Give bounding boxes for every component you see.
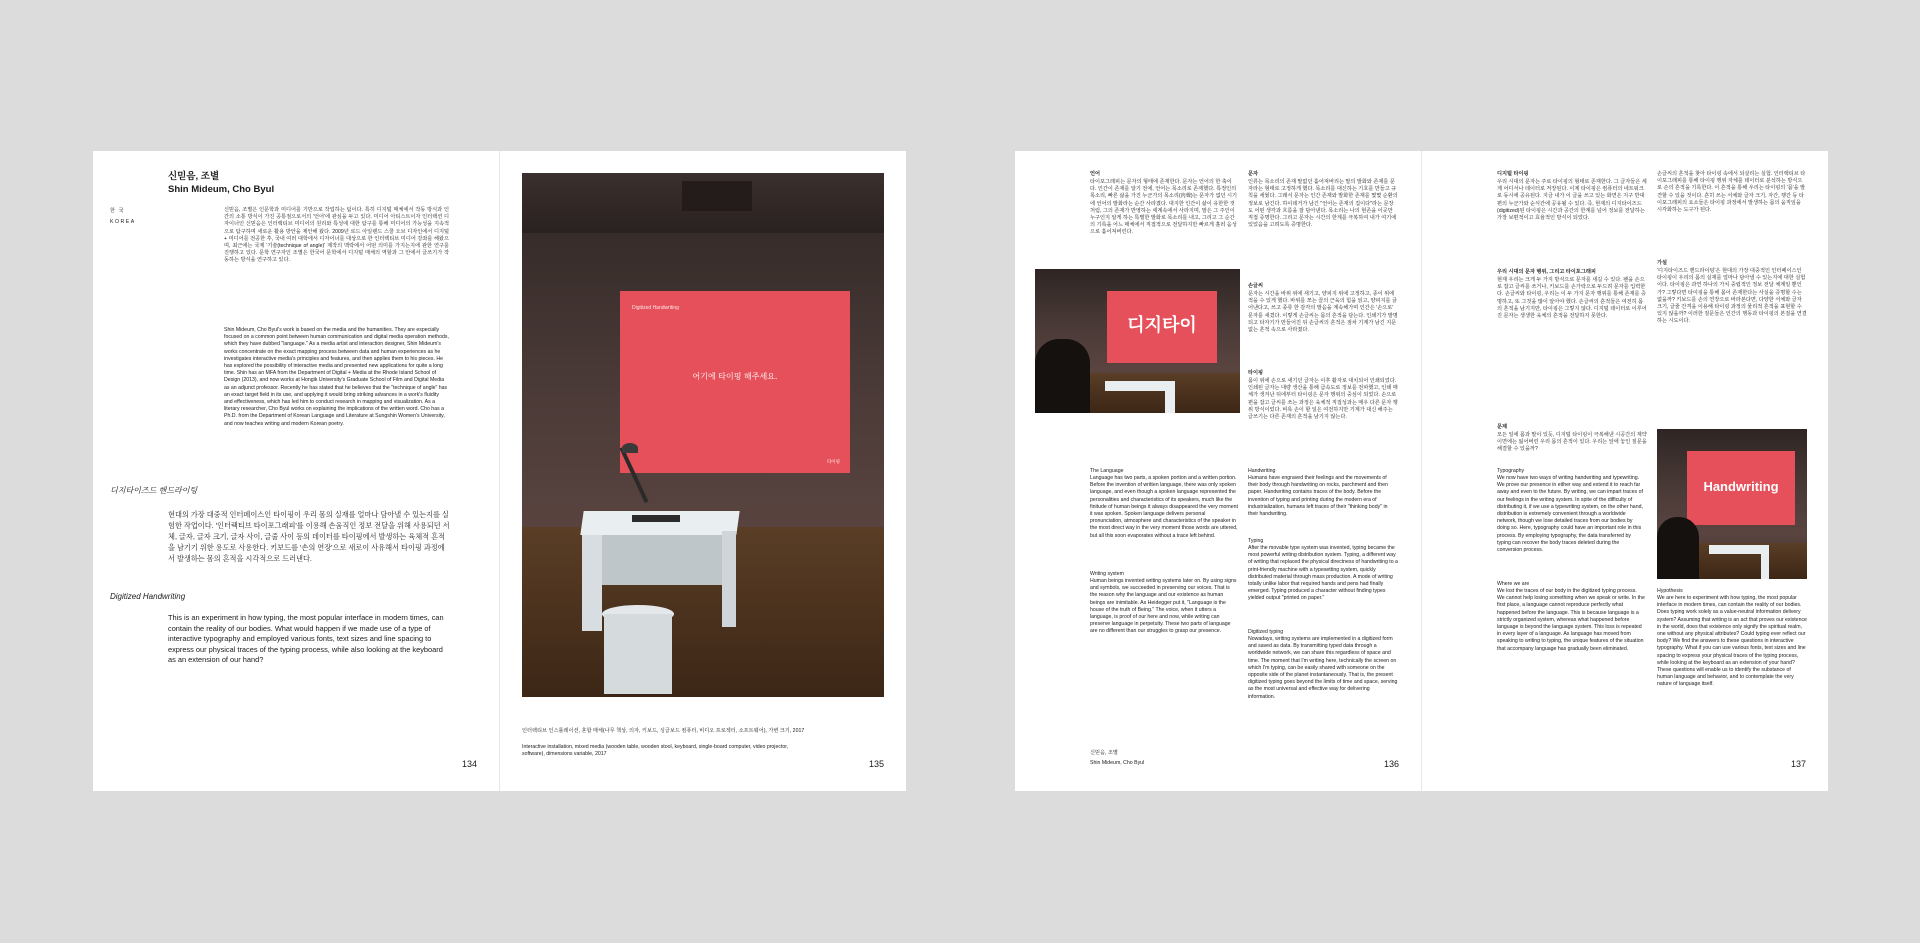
col2-ko-heading2: 손글씨 [1248, 283, 1264, 289]
col2-en-body2: After the movable type system was invented, typing became the most powerful writing distribution system. Typing, a different way of writing that replaced the physical directness of handwriting to a print-friendly machine with a typesetting system, quickly distributed material through mass production. A mode of writing totally unlike labor that required hands and pens had finally emerged. Typing produced a character without finding types yielded output "printed on paper." [1248, 545, 1398, 602]
col1-en-heading2: Where we are [1497, 581, 1530, 587]
col1-ko-body: 타이포그래피는 문자의 형태에 존재한다. 문자는 언어의 한 축이다. 인간이 존재를 알기 전에, 언어는 목소리로 존재했다. 특정인의 목소리, 빠른 삶을 가진 누군가의 목소리(肉聲)는 문자가 없던 시기에 언어의 발화라는 순간 사라졌다. 대지한 인간이 삶이 유한한 것처럼, 그의 존재가 반영하는 세계속에서 사라지며, 말은 그 주인이 누구인지 알게 하는 특별한 발화로 목소리를 내고, 그리고 그 순간의 기록을 어느 매체에서 직접적으로 전달하지만 빠르게 흘러 음성으로 흩어져버린다. [1090, 179, 1238, 236]
installation-photo-137 [1657, 429, 1807, 579]
visitor-silhouette [1035, 339, 1090, 413]
page-number: 137 [1790, 759, 1806, 769]
section-heading-en: Digitized Handwriting [110, 592, 186, 601]
col1-en-heading2: Writing system [1090, 571, 1124, 577]
col2-ko-heading2: 가설 [1657, 260, 1668, 266]
section-heading-ko: 디지타이즈드 핸드라이팅 [110, 486, 198, 495]
col2-en-body1: Humans have engraved their feelings and the movements of their body through handwriting on rocks, parchment and then paper. Handwriting contains traces of the body. Before the invention of typing and printing during the modern era of industrialization, humans left traces of their "thinking body" in their handwriting. [1248, 475, 1388, 518]
bio-en: Shin Mideum, Cho Byul's work is based on the media and the humanities. They are especially focused on a common point between human communication and digital media operation methods, which they have dubbed "language." As a media artist and interaction designer, Shin Mideum's works concentrate on the exact mapping process between data and human experiences as he investigates interactive media's principles and features, and then applies them to his pieces. He has explored the possibility of interactive media and presented new applications for quite a long time. Shin has an MFA from the Department of Digital + Media at the Rhode Island School of Design (2013), and now works at Hongik University's Graduate School of Film and Digital Media as an adjunct professor. Recently he has stated that he believes that the "technique of angle" has an exact target field in its use, and applying it would bring striking advances in a work's fluidity and effectiveness, which has led him to conduct research in mapping and visualization. As a literary researcher, Cho Byul works on explaining the implications of the written word. Cho has a Ph.D. from the Department of Korean Language and Literature at Sungshin Women's University, and now teaches writing and modern Korean poetry. [224, 327, 449, 427]
screen-corner-label: Digitized Handwriting [632, 305, 679, 311]
projection-screen-137 [1687, 451, 1795, 525]
col1-ko-heading1: 디지털 타이핑 [1497, 171, 1529, 177]
section-body-en: This is an experiment in how typing, the most popular interface in modern times, can contain the reality of our bodies. What would happen if we made use of a type of interactive typography and employed various fonts, text sizes and line spacing to express our physical traces of the typing process, while also looking at the keyboard as an extension of our hand? [168, 613, 444, 664]
col2-en-heading3: Digitized typing [1248, 629, 1284, 635]
page-134 [93, 151, 499, 791]
page-number: 136 [1383, 759, 1399, 769]
photo-screen-text-136: 디지타이 [1127, 315, 1197, 335]
projection-screen [620, 291, 850, 473]
col1-ko-heading: 언어 [1090, 171, 1101, 177]
page-number: 135 [868, 759, 884, 769]
installation-photo-136 [1035, 269, 1240, 413]
col2-ko-heading1: 문자 [1248, 171, 1259, 177]
projection-screen-136 [1107, 291, 1217, 363]
col1-en-body2: Human beings invented writing systems later on. By using signs and symbols, we succeeded in preserving our voices. That is the reason why the language and our existence as human beings are inimitable. As Heidegger put it, "Language is the house of the truth of Being." The voice, when it utters a language, is proof of our here and now, while writing can preserve language in perpetuity. These two parts of language are no different than our struggles to grasp our presence. [1090, 578, 1237, 635]
col1-ko-body3: 모든 일에 몸과 말이 있듯, 디지털 타이핑이 극복해낸 시공간의 제약 이면에는 잃어버린 우리 몸의 흔적이 있다. 우리는 앞에 놓인 질문을 해결할 수 있을까? [1497, 432, 1647, 453]
col2-ko-body1: 손글씨의 흔적을 찾아 타이핑 속에서 되살리는 실험. 인터랙티브 타이포그래피를 통해 타이핑 행위 자체를 데이터로 분석하는 방식으로 손의 흔적을 기록한다. 이 흔적을 통해 우리는 타이핑의 '몸'을 발견할 수 있을 것이다. 흔히 쓰는 서체와 글자 크기, 자간, 행간 등 타이포그래피의 요소들은 타이핑 과정에서 발생하는 몸의 움직임을 시각화하는 도구가 된다. [1657, 171, 1806, 214]
screen-small-tag: 타이핑 [826, 459, 840, 464]
authors-en: Shin Mideum, Cho Byul [168, 184, 275, 195]
col2-ko-body2: '디지타이즈드 핸드라이팅'은 현대의 가장 대중적인 인터페이스인 타이핑이 우리의 몸의 실재를 얼마나 담아낼 수 있는지에 대한 실험이다. 타이핑은 과연 하나의 가치 중립적인 정보 전달 체계일 뿐인가? 그렇다면 타이핑을 통해 몸이 존재한다는 사실을 증명할 수는 없을까? 키보드를 손의 연장으로 바라본다면, 다양한 서체와 글자 크기, 글줄 간격을 이용해 타이핑 과정의 물리적 흔적을 표현할 수 있지 않을까? 이러한 질문들은 인간의 행동과 타이핑의 본질을 연결하는 시도이다. [1657, 268, 1807, 325]
keyboard [632, 515, 680, 522]
col2-en-heading1: Hypothesis [1657, 588, 1683, 594]
bio-ko: 신믿음, 조별은 인문학과 미디어를 기반으로 작업하는 팀이다. 특히 디지털 매체에서 작동 방식과 인간의 소통 방식이 가진 공통점으로서의 '언어'에 관심을 두고 있다. 미디어 아티스트이자 인터랙션 디자이너인 신믿음은 인터랙티브 미디어의 원리와 특성에 대한 탐구를 통해 미디어의 가능성을 지속적으로 탐구하며 새로운 활용 방안을 제안해 왔다. 2009년 로드 아일랜드 스쿨 오브 디자인에서 디지털 + 미디어를 전공한 후, 국내 여러 대학에서 디자이너를 대상으로 한 인터랙티브 미디어 강좌를 해왔으며, 최근에는 국제 '기술(technique of angle)' 제작의 맥락에서 어떤 의미를 가지는지에 관한 연구를 진행하고 있다. 문학 연구자인 조별은 한국어 문학에서 디지털 매체의 역할과 그 안에서 글쓰기가 작동하는 방식을 연구하고 있다. [224, 207, 449, 264]
col1-en-heading1: Typography [1497, 468, 1525, 474]
col2-ko-body1: 인류는 목소리의 존재 말없던 흩어져버리는 말의 발화와 존재를 문자라는 형태로 고정하게 했다. 목소리를 대신하는 기호를 만들고 규칙을 세웠다. 그래서 문자는 인간 존재와 발화한 존재를 몇몇 순환의 정보로 남긴다. 하이데거가 남긴 "언어는 존재의 집이다"라는 문장도 어떤 생각과 흐름을 잘 담아낸다. 목소리는 나의 현존을 이곳만 직접 증명한다. 그리고 문자는 시간의 한계를 극복하여 내가 여기에 있었음을 고려도록 증명한다. [1248, 179, 1398, 229]
col2-en-heading2: Typing [1248, 538, 1264, 544]
photo-screen-text-137: Handwriting [1703, 479, 1779, 494]
installation-photo [522, 173, 884, 697]
lamp-head [622, 443, 638, 453]
col1-ko-heading2: 우리 시대의 문자 행위, 그리고 타이포그래피 [1497, 269, 1596, 275]
page-number: 134 [461, 759, 477, 769]
page-136 [1015, 151, 1421, 791]
footer-authors-ko: 신믿음, 조별 [1090, 750, 1118, 756]
screen-text: 어기에 타이핑 해주세요. [692, 372, 778, 381]
footer-authors-en: Shin Mideum, Cho Byul [1090, 760, 1145, 766]
col2-en-body1: We are here to experiment with how typing, the most popular interface in modern times, can contain the reality of our bodies. Does typing work solely as a value-neutral information delivery system? Assuming that writing is an act that proves our existence in the world, does that existence only signify the spiritual realm, one without any physical attributes? Could typing ever reflect our body? We find the answers to these questions in interactive typography. What if you can use various fonts, text sizes and line spacing to express your physical traces of the typing process, while looking at the keyboard as an extension of your hand? These questions will enable us to identify the substance of human language and behavior, and to contemplate the very nature of language itself. [1657, 595, 1807, 688]
page-135 [500, 151, 906, 791]
caption-ko: 인터랙티브 인스톨레이션, 혼합 매체(나무 책상, 의자, 키보드, 싱글보드 컴퓨터, 비디오 프로젝터, 소프트웨어), 가변 크기, 2017 [522, 728, 805, 734]
country-ko: 한 국 [110, 208, 125, 214]
authors-ko: 신믿음, 조별 [168, 171, 220, 182]
col2-ko-body2: 문자는 시간을 바위 위에 새기고, 양피지 위에 고정하고, 종이 위에 적을 수 있게 했다. 바위를 쪼는 끌의 근육의 힘을 읽고, 양피지를 긁어낸다고, 쓰고 종류 한 감각의 발음을 계속해가며 인간은 '손으로' 문자를 새겼다. 이렇게 손글씨는 몸의 흔적을 담는다. 인쇄기가 발명되고 타자기가 만들어진 뒤 손글씨의 흔적은 점차 기계가 남긴 지문 없는 흔적 속으로 사라졌다. [1248, 291, 1398, 334]
page-137 [1422, 151, 1828, 791]
section-body-ko: 현대의 가장 대중적 인터페이스인 타이핑이 우리 몸의 실재를 얼마나 담아낼 수 있는지를 실험한 작업이다. '인터랙티브 타이포그래피'를 이용해 손움직인 정보 전달을 위해 사용되던 서체, 글자, 글자 크기, 글자 사이, 글줄 사이 등의 데이터를 타이핑에서 발생하는 육체적 흔적을 남기기 위한 용도로 사용한다. 키보드를 '손의 연장'으로 새로이 사유해서 타이핑 과정에서 발생하는 몸의 흔적을 시각적으로 드러낸다. [168, 510, 450, 563]
caption-en: Interactive installation, mixed media (wooden table, wooden stool, keyboard, single-board computer, video projector, software), dimensions variable, 2017 [522, 744, 789, 758]
col1-ko-heading3: 문제 [1497, 424, 1508, 430]
col1-ko-body1: 우리 시대의 문자는 주로 타이핑의 형태로 존재한다. 그 글자들은 세계 어디서나 데이터로 저장된다. 이제 타이핑은 컴퓨터의 네트워크로 동시에 공유된다. 지금 내가 이 글을 쓰고 있는 화면은 지구 반대편의 누군가와 순식간에 공유될 수 있다. 즉, 현재의 디지타이즈드(digitized)된 타이핑은 시간과 공간의 한계를 넘어 정보를 전달하는 가장 보편적이고 효율적인 방식이 되었다. [1497, 179, 1647, 222]
country-en: KOREA [110, 219, 136, 225]
stool-body [604, 614, 672, 694]
col2-ko-heading3: 타이핑 [1248, 370, 1264, 376]
col2-en-heading1: Handwriting [1248, 468, 1276, 474]
col1-en-body1: We now have two ways of writing handwriting and typewriting. We prove our presence in either way and extend it to reach far away and even to the future. By writing, we can impart traces of our feelings in the writing system. In spite of the difficulty of distributing it, if we use a typewriting system, on the other hand, distribution is extremely convenient through a worldwide network, though we lose detailed traces from our bodies by doing so. Here, typography could have an important role in this process. By employing typography, the data transferred by typing can recover the body traces deleted during the conversion process. [1497, 475, 1643, 554]
col1-en-body: Language has two parts, a spoken portion and a written portion. Before the invention of written language, there was only spoken language, and even though a spoken language represented the personalities and characteristics of its speakers, much like the finitude of human beings it always disappeared the very moment it was spoken. Spoken language delivers personal pronunciation, atmosphere and characteristics of the speaker in the most direct way in the very moment those words are uttered, but all this soon evaporates without a trace left behind. [1090, 475, 1238, 539]
col1-en-heading: The Language [1090, 468, 1124, 474]
col1-ko-body2: 현재 우리는 크게 두 가지 방식으로 문자를 새길 수 있다. 펜을 손으로 잡고 글씨를 쓰거나, 키보드를 손가락으로 두드려 문자를 입력한다. 손글씨와 타이핑, 우리는 이 두 가지 문자 행위를 통해 존재를 증명하고, 또 그것을 많이 알아야 했다. 손글씨의 흔적들은 여전히 몸의 흔적을 남기지만, 타이핑은 그렇지 않다. 디지털 데이터로 이루어진 문자는 생생한 육체의 흔적을 전달하지 못한다. [1497, 277, 1647, 320]
col2-ko-body3: 몸이 위에 손으로 새기던 글자는 이후 활자로 대치되어 인쇄되었다. 인쇄된 글자는 대량 생산을 통해 급속도로 정보를 전파했고, 인쇄 매체가 생겨난 뒤에부터 타이핑은 문자 행위의 중심이 되었다. 손으로 편을 잡고 글씨를 쓰는 과정은 육체적 직접성과는 매우 다른 문자 행위 방식이었다. 비록 손이 할 일은 여전하지만 기계가 대신 해주는 글쓰기는 다른 존재의 흔적을 남기지 않는다. [1248, 378, 1398, 421]
col1-en-body2: We lost the traces of our body in the digitized typing process. We cannot help losing something when we speak or write. In the first place, a language cannot reproduce perfectly what happened before the language. This is because language is a strictly organized system, whereas what happened before language is beyond the language system. This loss is repeated in every layer of a language. As language has moved from speaking to writing to typing, the unique features of the situation that accompany language has gradually been eliminated. [1497, 588, 1645, 652]
col2-en-body3: Nowadays, writing systems are implemented in a digitized form and saved as data. By transmitting typed data through a worldwide network, we can share this regardless of space and time. The moment that I'm writing here, technically the screen on which I'm typing, can be easily shared with someone on the opposite side of the planet instantaneously. That is, the present digitized typing goes beyond the limits of time and space, serving as the most universal and effective way for delivering information. [1248, 636, 1398, 700]
